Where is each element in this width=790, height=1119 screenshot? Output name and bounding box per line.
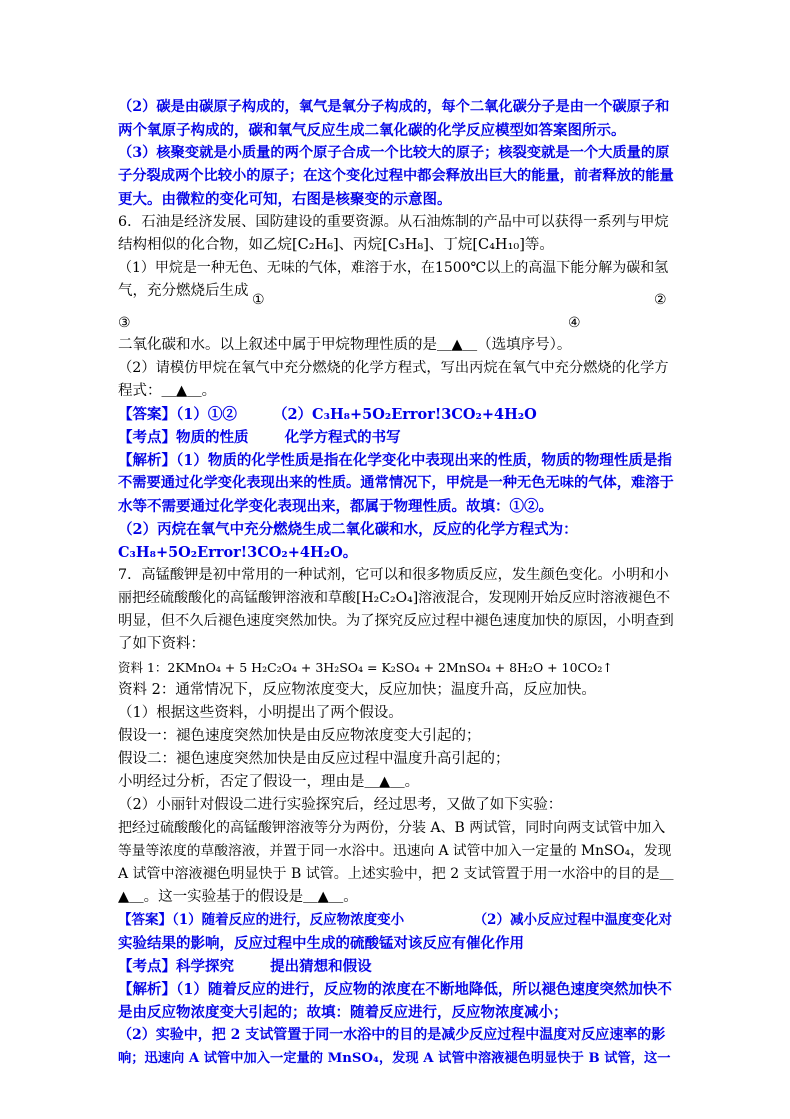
text-line: 等量等浓度的草酸溶液，并置于同一水浴中。迅速向 A 试管中加入一定量的 MnSO₄，发现 bbox=[118, 843, 672, 859]
text-line: 水等不需要通过化学变化表现出来，都属于物理性质。故填：①②。 bbox=[118, 498, 553, 515]
answer-part-1: 【答案】（1）随着反应的进行，反应物浓度变小 bbox=[118, 912, 405, 928]
text-line: 不需要通过化学变化表现出来的性质。通常情况下，甲烷是一种无色无味的气体，难溶于 bbox=[118, 475, 674, 491]
answer-part-1: 【答案】（1）①② bbox=[118, 406, 237, 423]
text-line: 明显，但不久后褪色速度突然加快。为了探究反应过程中褪色速度加快的原因，小明查到 bbox=[118, 613, 674, 629]
topic-line bbox=[118, 426, 674, 449]
text-line: 两个氧原子构成的，碳和氧气反应生成二氧化碳的化学反应模型如答案图所示。 bbox=[118, 122, 626, 139]
text-line: 假设一：褪色速度突然加快是由反应物浓度变大引起的； bbox=[118, 728, 481, 744]
marker-4: ④ bbox=[568, 315, 581, 331]
text-line: 了如下资料： bbox=[118, 636, 205, 652]
marker-3: ③ bbox=[118, 315, 131, 331]
text-line: （2）小丽针对假设二进行实验探究后，经过思考，又做了如下实验： bbox=[118, 797, 563, 813]
text-line: 子分裂成两个比较小的原子；在这个变化过程中都会释放出巨大的能量，前者释放的能量 bbox=[118, 168, 674, 184]
topic-1: 【考点】科学探究 bbox=[118, 958, 234, 975]
text-line: （2）请模仿甲烷在氧气中充分燃烧的化学方程式，写出丙烷在氧气中充分燃烧的化学方 bbox=[118, 360, 669, 376]
text-line: 假设二：褪色速度突然加快是由反应过程中温度升高引起的； bbox=[118, 751, 510, 767]
text-line: 丽把经硫酸酸化的高锰酸钾溶液和草酸[H₂C₂O₄]溶液混合，发现刚开始反应时溶液褪色不 bbox=[118, 590, 671, 606]
reaction-equation: 资料 1：2KMnO₄ + 5 H₂C₂O₄ + 3H₂SO₄ = K₂SO₄ + 2MnSO₄ + 8H₂O + 10CO₂↑ bbox=[118, 660, 613, 675]
text-line: （3）核聚变就是小质量的两个原子合成一个比较大的原子；核裂变就是一个大质量的原 bbox=[118, 145, 670, 161]
text-line: 实验结果的影响，反应过程中生成的硫酸锰对该反应有催化作用 bbox=[118, 935, 524, 952]
text-line: A 试管中溶液褪色明显快于 B 试管。上述实验中，把 2 支试管置于用一水浴中的目的是＿ bbox=[118, 866, 674, 882]
text-line: 资料 2：通常情况下，反应物浓度变大，反应加快；温度升高，反应加快。 bbox=[118, 682, 596, 698]
text-line: （2）丙烷在氧气中充分燃烧生成二氧化碳和水，反应的化学方程式为： bbox=[118, 521, 578, 538]
equation-line: C₃H₈+5O₂Error!3CO₂+4H₂O。 bbox=[118, 544, 358, 561]
topic-1: 【考点】物质的性质 bbox=[118, 429, 249, 446]
text-line: 气，充分燃烧后生成 bbox=[118, 283, 249, 299]
marker-1: ① bbox=[252, 292, 265, 308]
answer-part-2: （2）减小反应过程中温度变化对 bbox=[473, 912, 672, 928]
topic-2: 化学方程式的书写 bbox=[284, 429, 401, 446]
text-line: 响；迅速向 A 试管中加入一定量的 MnSO₄，发现 A 试管中溶液褪色明显快于 B 试管，这一 bbox=[118, 1051, 671, 1066]
question-7-stem: 7．高锰酸钾是初中常用的一种试剂，它可以和很多物质反应，发生颜色变化。小明和小 bbox=[118, 567, 669, 583]
text-line: （2）实验中，把 2 支试管置于同一水浴中的目的是减少反应过程中温度对反应速率的影 bbox=[118, 1027, 666, 1043]
text-line: 二氧化碳和水。以上叙述中属于甲烷物理性质的是＿▲＿（选填序号）。 bbox=[118, 337, 572, 353]
marker-2: ② bbox=[654, 292, 667, 308]
analysis-line: 【解析】（1）随着反应的进行，反应物的浓度在不断地降低，所以褪色速度突然加快不 bbox=[118, 981, 672, 998]
text-line: （1）根据这些资料，小明提出了两个假设。 bbox=[118, 705, 403, 721]
text-line: （2）碳是由碳原子构成的，氧气是氧分子构成的，每个二氧化碳分子是由一个碳原子和 bbox=[118, 99, 670, 115]
text-line: （1）甲烷是一种无色、无味的气体，难溶于水，在1500℃以上的高温下能分解为碳和氢 bbox=[118, 260, 669, 276]
text-line: 程式：＿▲＿。 bbox=[118, 383, 217, 399]
topic-2: 提出猜想和假设 bbox=[270, 958, 372, 975]
question-6-stem: 6．石油是经济发展、国防建设的重要资源。从石油炼制的产品中可以获得一系列与甲烷 bbox=[118, 214, 669, 230]
text-line: 小明经过分析，否定了假设一，理由是＿▲＿。 bbox=[118, 774, 420, 790]
text-line: 把经过硫酸酸化的高锰酸钾溶液等分为两份，分装 A、B 两试管，同时向两支试管中加入 bbox=[118, 820, 666, 836]
text-line: 结构相似的化合物，如乙烷[C₂H₆]、丙烷[C₃H₈]、丁烷[C₄H₁₀]等。 bbox=[118, 237, 554, 253]
text-line: ▲＿。这一实验基于的假设是＿▲＿。 bbox=[118, 889, 358, 905]
answer-part-2: （2）C₃H₈+5O₂Error!3CO₂+4H₂O bbox=[272, 406, 537, 423]
answer-line bbox=[118, 403, 674, 426]
text-line: 更大。由微粒的变化可知，右图是核聚变的示意图。 bbox=[118, 191, 452, 208]
analysis-line: 【解析】（1）物质的化学性质是指在化学变化中表现出来的性质，物质的物理性质是指 bbox=[118, 452, 672, 469]
topic-line bbox=[118, 955, 674, 978]
answer-line bbox=[118, 909, 674, 932]
text-line: 是由反应物浓度变大引起的；故填：随着反应进行，反应物浓度减小； bbox=[118, 1004, 568, 1021]
